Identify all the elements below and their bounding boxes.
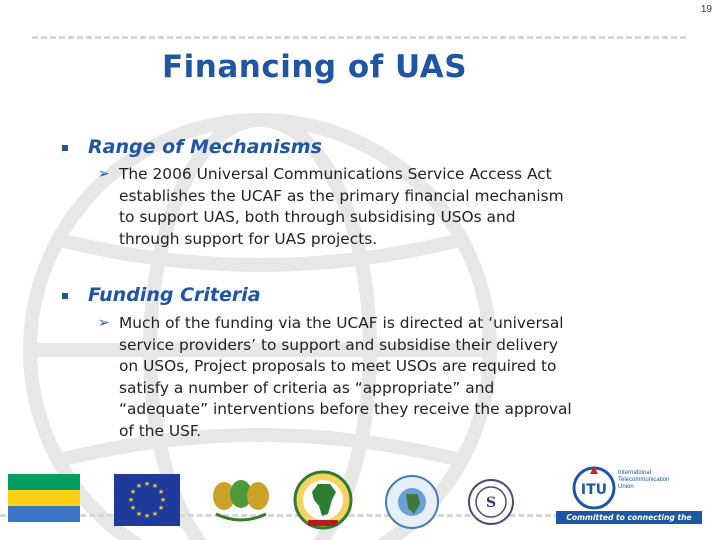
- sadc-logo-icon: [466, 476, 516, 528]
- section-bullet-icon: [62, 145, 68, 151]
- body-line: of the USF.: [119, 421, 202, 440]
- section-body-criteria: [119, 313, 572, 443]
- svg-text:★: ★: [143, 512, 151, 520]
- body-line: establishes the UCAF as the primary financial mechanism: [119, 186, 564, 205]
- slide-title: Financing of UAS: [162, 49, 468, 85]
- african-union-emblem-icon: [290, 470, 356, 530]
- section-heading-mechanisms: Range of Mechanisms: [88, 136, 322, 158]
- svg-text:S: S: [485, 495, 497, 511]
- eu-flag-icon: [114, 474, 180, 526]
- svg-text:★: ★: [135, 482, 143, 490]
- arrow-bullet-icon: ➢: [98, 166, 110, 182]
- body-line: service providers’ to support and subsidise their delivery: [119, 335, 558, 354]
- svg-text:★: ★: [159, 496, 167, 504]
- itu-name-line: Telecommunication: [618, 477, 670, 483]
- regional-org-seal-icon: [384, 474, 440, 530]
- body-line: to support UAS, both through subsidising USOs and: [119, 208, 516, 227]
- body-line: satisfy a number of criteria as “appropriate” and: [119, 378, 495, 397]
- body-line: on USOs, Project proposals to meet USOs are required to: [119, 357, 557, 376]
- itu-name-line: International: [618, 470, 652, 476]
- svg-text:★: ★: [143, 480, 151, 488]
- gabon-flag-icon: [8, 474, 80, 522]
- svg-text:★: ★: [157, 504, 165, 512]
- body-line: “adequate” interventions before they receive the approval: [119, 400, 572, 419]
- svg-text:★: ★: [127, 496, 135, 504]
- itu-logo-icon: [570, 464, 618, 510]
- section-body-mechanisms: [119, 164, 564, 250]
- body-line: through support for UAS projects.: [119, 229, 378, 248]
- svg-text:★: ★: [151, 510, 159, 518]
- itu-slogan: Committed to connecting the world: [556, 511, 702, 524]
- svg-text:ITU: ITU: [580, 482, 608, 498]
- svg-text:★: ★: [129, 504, 137, 512]
- svg-text:★: ★: [129, 488, 137, 496]
- header-divider: [32, 36, 686, 39]
- section-bullet-icon: [62, 293, 68, 299]
- svg-text:★: ★: [157, 488, 165, 496]
- svg-text:★: ★: [151, 482, 159, 490]
- regional-community-logo-icon: [210, 474, 272, 524]
- body-line: The 2006 Universal Communications Service Access Act: [119, 165, 552, 183]
- body-line: Much of the funding via the UCAF is directed at ‘universal: [119, 314, 564, 332]
- itu-name-line: Union: [618, 484, 634, 490]
- section-heading-criteria: Funding Criteria: [88, 284, 261, 306]
- itu-name: [618, 470, 708, 491]
- page-number: 19: [700, 4, 712, 15]
- arrow-bullet-icon: ➢: [98, 315, 110, 331]
- svg-text:★: ★: [135, 510, 143, 518]
